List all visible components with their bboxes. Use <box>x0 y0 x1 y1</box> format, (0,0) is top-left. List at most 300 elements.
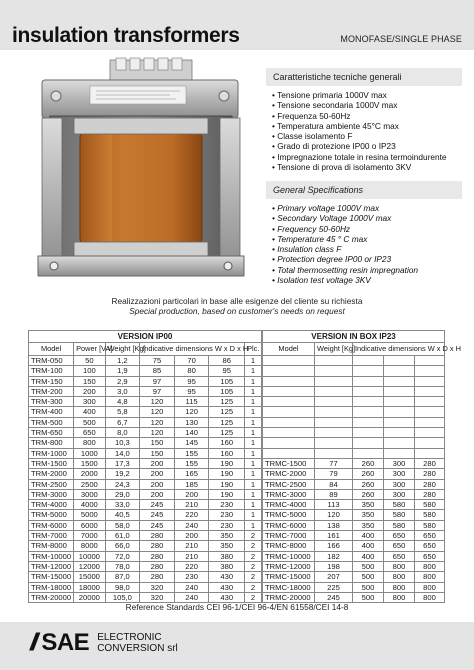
table-cell: TRMC-10000 <box>263 551 315 561</box>
table-cell: 89 <box>315 489 353 499</box>
sae-logo <box>30 630 178 656</box>
table-cell <box>315 366 353 376</box>
table-cell: TRM-400 <box>29 407 74 417</box>
table-cell: 85 <box>140 366 175 376</box>
table-cell: 160 <box>209 438 245 448</box>
table-cell <box>415 366 445 376</box>
column-header: Weight [Kg] <box>105 343 140 356</box>
table-cell <box>263 428 315 438</box>
table-cell: 1 <box>245 407 262 417</box>
table-cell: 10000 <box>74 551 105 561</box>
table-row <box>29 520 262 530</box>
table-row <box>263 582 445 592</box>
terminal-block <box>110 58 192 82</box>
table-cell: 1 <box>245 428 262 438</box>
table-cell: 190 <box>209 479 245 489</box>
table-cell: 2 <box>245 531 262 541</box>
table-cell: 120 <box>140 397 175 407</box>
table-cell <box>263 366 315 376</box>
table-cell: 580 <box>415 510 445 520</box>
page-header <box>0 0 474 50</box>
table-cell: TRM-1500 <box>29 458 74 468</box>
table-cell: 220 <box>174 510 209 520</box>
table-cell: 800 <box>384 572 415 582</box>
table-row <box>263 417 445 427</box>
table-cell: TRMC-7000 <box>263 531 315 541</box>
column-header: Plc. <box>245 343 262 356</box>
table-cell: 240 <box>174 520 209 530</box>
table-cell <box>353 417 384 427</box>
table-row <box>263 356 445 366</box>
table-cell: 200 <box>140 489 175 499</box>
table-cell: 72,0 <box>105 551 140 561</box>
column-header: Indicative dimensions W x D x H <box>353 343 445 356</box>
table-cell: 210 <box>174 541 209 551</box>
table-cell: 80 <box>174 366 209 376</box>
table-cell: 105 <box>209 376 245 386</box>
table-cell: 1000 <box>74 448 105 458</box>
table-cell: 33,0 <box>105 500 140 510</box>
table-cell <box>415 376 445 386</box>
table-row <box>263 469 445 479</box>
table-cell: 300 <box>384 458 415 468</box>
table-cell: 650 <box>74 428 105 438</box>
table-row <box>29 438 262 448</box>
table-cell: TRMC-4000 <box>263 500 315 510</box>
table-cell: 87,0 <box>105 572 140 582</box>
table-cell <box>384 407 415 417</box>
table-cell: 400 <box>74 407 105 417</box>
reference-standards: Reference Standards CEI 96-1/CEI 96-4/EN 61558/CEI 14-8 <box>125 602 349 612</box>
table-cell: 125 <box>209 407 245 417</box>
table-cell: 207 <box>315 572 353 582</box>
table-row <box>29 500 262 510</box>
table-cell: 1 <box>245 417 262 427</box>
table-cell: 66,0 <box>105 541 140 551</box>
table-cell: 160 <box>209 448 245 458</box>
company-line-1: ELECTRONIC <box>97 632 162 643</box>
table-cell: 145 <box>174 438 209 448</box>
table-cell <box>315 438 353 448</box>
table-cell: TRM-300 <box>29 397 74 407</box>
table-cell: 650 <box>384 551 415 561</box>
table-cell: 430 <box>209 582 245 592</box>
table-cell: TRM-15000 <box>29 572 74 582</box>
table-row <box>263 366 445 376</box>
table-cell: 300 <box>384 479 415 489</box>
table-cell: 40,5 <box>105 510 140 520</box>
table-cell: 280 <box>140 531 175 541</box>
spec-item: • Insulation class F <box>272 244 462 254</box>
table-cell: 1 <box>245 510 262 520</box>
table-cell <box>263 448 315 458</box>
table-row <box>263 510 445 520</box>
table-cell: 650 <box>415 541 445 551</box>
table-cell: 350 <box>209 531 245 541</box>
table-cell: 113 <box>315 500 353 510</box>
table-cell <box>315 376 353 386</box>
page-footer <box>0 622 474 670</box>
table-cell: TRM-500 <box>29 417 74 427</box>
table-cell: 800 <box>415 572 445 582</box>
table-cell: 650 <box>384 531 415 541</box>
table-cell: 12000 <box>74 561 105 571</box>
table-row <box>263 531 445 541</box>
spec-item: • Primary voltage 1000V max <box>272 203 462 213</box>
table-cell: 150 <box>74 376 105 386</box>
table-row <box>29 428 262 438</box>
table-cell: 165 <box>174 469 209 479</box>
table-cell: 200 <box>174 489 209 499</box>
table-cell: TRMC-2500 <box>263 479 315 489</box>
table-cell <box>384 428 415 438</box>
table-cell: 14,0 <box>105 448 140 458</box>
table-cell: 380 <box>209 551 245 561</box>
table-cell: 150 <box>140 448 175 458</box>
table-cell: 115 <box>174 397 209 407</box>
specs-italian <box>266 68 462 172</box>
table-cell <box>353 366 384 376</box>
table-row <box>263 448 445 458</box>
table-cell: 800 <box>415 592 445 602</box>
table-cell: 86 <box>209 356 245 366</box>
table-cell <box>315 417 353 427</box>
table-cell: 200 <box>140 458 175 468</box>
table-cell <box>353 438 384 448</box>
table-cell: 400 <box>353 541 384 551</box>
table-cell: 2 <box>245 551 262 561</box>
table-cell: 280 <box>415 489 445 499</box>
table-cell <box>384 376 415 386</box>
table-cell: 240 <box>174 592 209 602</box>
table-cell: 1,2 <box>105 356 140 366</box>
table-cell <box>315 428 353 438</box>
table-cell: 95 <box>174 386 209 396</box>
spec-item: • Protection degree IP00 or IP23 <box>272 254 462 264</box>
table-cell: 1 <box>245 479 262 489</box>
table-cell <box>263 356 315 366</box>
table-cell: TRM-2000 <box>29 469 74 479</box>
table-cell: 79 <box>315 469 353 479</box>
table-cell: 97 <box>140 386 175 396</box>
table-row <box>263 489 445 499</box>
logo-brand: SAE <box>41 629 90 656</box>
table-cell: 500 <box>353 582 384 592</box>
table-cell: TRM-800 <box>29 438 74 448</box>
table-row <box>29 479 262 489</box>
table-cell: 130 <box>174 417 209 427</box>
table-cell <box>415 407 445 417</box>
table-row <box>263 407 445 417</box>
table-cell: TRM-7000 <box>29 531 74 541</box>
table-row <box>29 356 262 366</box>
table-cell: TRMC-15000 <box>263 572 315 582</box>
table-section-title: VERSION IP00 <box>29 331 262 343</box>
table-cell: 280 <box>415 469 445 479</box>
table-cell: 8000 <box>74 541 105 551</box>
table-cell <box>315 448 353 458</box>
table-cell: 1 <box>245 366 262 376</box>
table-cell: 300 <box>74 397 105 407</box>
table-cell: 245 <box>140 520 175 530</box>
custom-note-english: Special production, based on customer's needs on request <box>129 306 345 316</box>
table-cell: 2 <box>245 541 262 551</box>
table-section-title: VERSION IN BOX IP23 <box>263 331 445 343</box>
table-cell: TRM-1000 <box>29 448 74 458</box>
table-cell: TRM-6000 <box>29 520 74 530</box>
table-cell: 50 <box>74 356 105 366</box>
table-cell: 61,0 <box>105 531 140 541</box>
table-cell <box>263 417 315 427</box>
table-cell: 5000 <box>74 510 105 520</box>
table-cell: 280 <box>140 572 175 582</box>
table-row <box>29 572 262 582</box>
table-cell: 1 <box>245 397 262 407</box>
table-cell: 1 <box>245 438 262 448</box>
specs-english-heading: General Specifications <box>266 181 462 199</box>
table-cell: 200 <box>140 469 175 479</box>
table-cell: TRM-150 <box>29 376 74 386</box>
table-cell: 105,0 <box>105 592 140 602</box>
table-cell: 240 <box>174 582 209 592</box>
table-cell: TRMC-6000 <box>263 520 315 530</box>
table-cell: 650 <box>415 551 445 561</box>
column-header: Model <box>263 343 315 356</box>
table-row <box>29 366 262 376</box>
table-row <box>29 582 262 592</box>
table-cell <box>263 397 315 407</box>
table-cell: TRMC-20000 <box>263 592 315 602</box>
table-cell: 29,0 <box>105 489 140 499</box>
table-cell: 95 <box>174 376 209 386</box>
table-cell <box>353 448 384 458</box>
table-cell <box>353 428 384 438</box>
table-cell: 320 <box>140 592 175 602</box>
table-cell <box>384 438 415 448</box>
spec-item: • Temperatura ambiente 45°C max <box>272 121 462 131</box>
table-cell: 200 <box>174 531 209 541</box>
table-cell: 580 <box>384 500 415 510</box>
table-cell: TRMC-2000 <box>263 469 315 479</box>
column-header: Power [VA] <box>74 343 105 356</box>
page-subtitle: MONOFASE/SINGLE PHASE <box>340 34 462 44</box>
table-cell: 2500 <box>74 479 105 489</box>
table-cell: 230 <box>209 520 245 530</box>
table-cell: 17,3 <box>105 458 140 468</box>
table-cell: 190 <box>209 458 245 468</box>
table-row <box>263 520 445 530</box>
table-row <box>29 531 262 541</box>
table-cell: 2,9 <box>105 376 140 386</box>
table-cell: 4000 <box>74 500 105 510</box>
table-cell: 140 <box>174 428 209 438</box>
table-cell: 580 <box>384 510 415 520</box>
table-cell: 500 <box>353 561 384 571</box>
table-cell: TRMC-5000 <box>263 510 315 520</box>
table-box-ip23 <box>262 330 461 603</box>
table-cell: 105 <box>209 386 245 396</box>
table-cell: 190 <box>209 469 245 479</box>
table-cell: TRM-2500 <box>29 479 74 489</box>
table-cell: 800 <box>384 561 415 571</box>
table-cell <box>384 417 415 427</box>
table-cell: 400 <box>353 551 384 561</box>
table-cell <box>263 386 315 396</box>
table-cell: TRM-5000 <box>29 510 74 520</box>
table-cell: 500 <box>74 417 105 427</box>
table-row <box>29 448 262 458</box>
table-cell: 230 <box>209 510 245 520</box>
spec-item: • Total thermosetting resin impregnation <box>272 265 462 275</box>
spec-item: • Isolation test voltage 3KV <box>272 275 462 285</box>
table-cell: 7000 <box>74 531 105 541</box>
table-cell: 580 <box>415 520 445 530</box>
table-cell: 120 <box>140 407 175 417</box>
table-cell: 20000 <box>74 592 105 602</box>
table-cell: 380 <box>209 561 245 571</box>
table-cell: 2 <box>245 582 262 592</box>
table-cell: TRMC-3000 <box>263 489 315 499</box>
table-cell: 77 <box>315 458 353 468</box>
table-cell: 210 <box>174 500 209 510</box>
table-cell: 200 <box>74 386 105 396</box>
table-row <box>29 489 262 499</box>
table-cell: 200 <box>140 479 175 489</box>
table-cell <box>353 397 384 407</box>
table-cell: 161 <box>315 531 353 541</box>
table-cell: 430 <box>209 572 245 582</box>
column-header: Weight [Kg] <box>315 343 353 356</box>
table-cell <box>384 448 415 458</box>
table-cell <box>384 366 415 376</box>
table-cell: 18000 <box>74 582 105 592</box>
specs-italian-heading: Caratteristiche tecniche generali <box>266 68 462 86</box>
spec-item: • Temperature 45 ° C max <box>272 234 462 244</box>
spec-item: • Impregnazione totale in resina termoindurente <box>272 152 462 162</box>
table-cell <box>384 386 415 396</box>
table-cell: 350 <box>353 500 384 510</box>
spec-item: • Grado di protezione IP00 o IP23 <box>272 141 462 151</box>
spec-item: • Frequenza 50-60Hz <box>272 111 462 121</box>
table-cell: TRM-200 <box>29 386 74 396</box>
table-cell: 15000 <box>74 572 105 582</box>
table-cell: 198 <box>315 561 353 571</box>
table-cell: 500 <box>353 592 384 602</box>
table-cell: 800 <box>384 582 415 592</box>
table-cell: 580 <box>384 520 415 530</box>
table-cell <box>384 356 415 366</box>
table-cell: 185 <box>174 479 209 489</box>
table-cell <box>263 438 315 448</box>
table-cell: 280 <box>140 561 175 571</box>
table-cell: 1 <box>245 356 262 366</box>
column-header: Model <box>29 343 74 356</box>
table-cell: 260 <box>353 458 384 468</box>
table-cell: 120 <box>140 417 175 427</box>
table-row <box>29 386 262 396</box>
table-cell: TRM-650 <box>29 428 74 438</box>
table-cell: 1,9 <box>105 366 140 376</box>
table-cell: TRM-4000 <box>29 500 74 510</box>
table-cell: 350 <box>353 510 384 520</box>
table-cell <box>315 397 353 407</box>
table-row <box>263 438 445 448</box>
table-cell: 1 <box>245 448 262 458</box>
table-row <box>263 541 445 551</box>
table-cell: TRM-050 <box>29 356 74 366</box>
table-cell: 260 <box>353 469 384 479</box>
table-ip00 <box>28 330 262 603</box>
table-cell <box>353 386 384 396</box>
table-cell: 260 <box>353 479 384 489</box>
table-cell: TRM-18000 <box>29 582 74 592</box>
spec-item: • Classe isolamento F <box>272 131 462 141</box>
table-cell: 1 <box>245 469 262 479</box>
spec-item: • Secondary Voltage 1000V max <box>272 213 462 223</box>
table-cell: 430 <box>209 592 245 602</box>
table-cell: TRM-8000 <box>29 541 74 551</box>
table-cell: 19,2 <box>105 469 140 479</box>
table-cell: 190 <box>209 489 245 499</box>
table-row <box>29 561 262 571</box>
table-cell <box>315 407 353 417</box>
table-cell: 580 <box>415 500 445 510</box>
company-line-2: CONVERSION srl <box>97 643 178 654</box>
table-cell: 280 <box>415 458 445 468</box>
table-cell: 210 <box>174 551 209 561</box>
table-row <box>29 541 262 551</box>
table-cell <box>263 407 315 417</box>
table-cell: 58,0 <box>105 520 140 530</box>
table-cell: 1 <box>245 500 262 510</box>
table-cell: 75 <box>140 356 175 366</box>
table-cell: 78,0 <box>105 561 140 571</box>
table-cell: 166 <box>315 541 353 551</box>
table-cell: 120 <box>315 510 353 520</box>
table-cell: TRM-3000 <box>29 489 74 499</box>
table-cell: 320 <box>140 582 175 592</box>
table-row <box>263 500 445 510</box>
table-cell: 1 <box>245 458 262 468</box>
table-cell: 120 <box>174 407 209 417</box>
table-row <box>29 510 262 520</box>
table-cell: TRMC-8000 <box>263 541 315 551</box>
table-cell: 2 <box>245 572 262 582</box>
table-cell: 125 <box>209 417 245 427</box>
table-cell <box>415 417 445 427</box>
custom-note-italian: Realizzazioni particolari in base alle esigenze del cliente su richiesta <box>111 296 363 306</box>
logo-slashes-icon: // <box>30 629 34 656</box>
spec-item: • Tensione di prova di isolamento 3KV <box>272 162 462 172</box>
table-row <box>263 376 445 386</box>
table-cell: 800 <box>415 582 445 592</box>
table-cell: TRM-10000 <box>29 551 74 561</box>
table-cell: 280 <box>140 551 175 561</box>
table-cell: 1 <box>245 386 262 396</box>
table-cell: 800 <box>74 438 105 448</box>
table-cell: 350 <box>209 541 245 551</box>
table-cell: 300 <box>384 489 415 499</box>
table-cell: 245 <box>140 510 175 520</box>
table-cell: 1 <box>245 520 262 530</box>
table-row <box>263 386 445 396</box>
column-header: Indicative dimensions W x D x H <box>140 343 245 356</box>
table-cell: 800 <box>384 592 415 602</box>
table-cell <box>315 356 353 366</box>
table-cell <box>263 376 315 386</box>
table-cell: 220 <box>174 561 209 571</box>
table-cell: 6,7 <box>105 417 140 427</box>
